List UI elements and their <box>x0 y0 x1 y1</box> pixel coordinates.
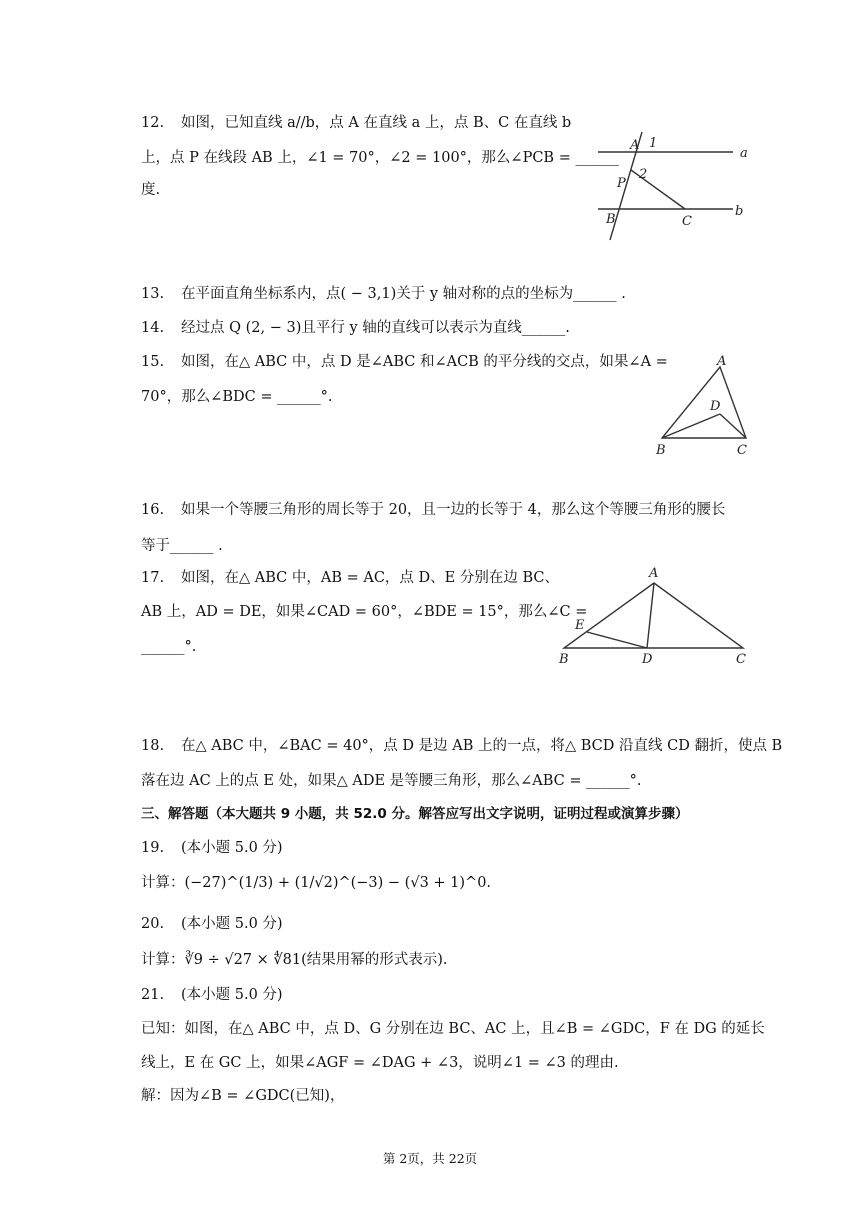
q17-line1 <box>141 568 559 588</box>
figure-q12 <box>590 130 755 249</box>
q19-calc-label: 计算： <box>141 875 185 891</box>
q21-line1: 已知：如图，在△ ABC 中，点 D、G 分别在边 BC、AC 上，且∠B = ∠GDC，F 在 DG 的延长 <box>141 1021 765 1037</box>
section-3-heading: 三、解答题（本大题共 9 小题，共 52.0 分。解答应写出文字说明，证明过程或演算步骤） <box>141 806 689 822</box>
fig17-label-E: E <box>575 618 585 633</box>
q19-header <box>141 838 283 858</box>
q16-number: 16. <box>141 502 165 518</box>
fig17-label-A: A <box>649 566 659 581</box>
q17-line2: AB 上，AD = DE，如果∠CAD = 60°，∠BDE = 15°，那么∠C = <box>141 604 588 620</box>
q17-line3: ______°. <box>141 639 197 655</box>
q17-number: 17. <box>141 570 165 586</box>
q14-line <box>141 318 570 338</box>
q13-line <box>141 284 626 304</box>
q21-header <box>141 985 283 1005</box>
q15-line1 <box>141 352 668 372</box>
figure-q17 <box>553 563 758 677</box>
q12-number: 12. <box>141 115 165 131</box>
fig17-label-B: B <box>559 652 569 667</box>
q16-line2: 等于______ . <box>141 538 223 554</box>
q21-score: (本小题 5.0 分) <box>181 987 283 1003</box>
q20-number: 20. <box>141 916 165 932</box>
fig12-label-B: B <box>606 212 616 227</box>
fig12-label-1: 1 <box>649 136 658 151</box>
q21-line2: 线上，E 在 GC 上，如果∠AGF = ∠DAG + ∠3，说明∠1 = ∠3 的理由. <box>141 1055 619 1071</box>
q18-number: 18. <box>141 738 165 754</box>
q14-number: 14. <box>141 320 165 336</box>
q20-header <box>141 914 283 934</box>
fig15-label-A: A <box>717 354 727 369</box>
q18-line2: 落在边 AC 上的点 E 处，如果△ ADE 是等腰三角形，那么∠ABC = ______°. <box>141 773 642 789</box>
fig12-label-a: a <box>740 146 748 161</box>
fig15-label-C: C <box>737 443 747 458</box>
q19-expression: (−27)^(1/3) + (1/√2)^(−3) − (√3 + 1)^0. <box>184 875 492 891</box>
q17-text1: 如图，在△ ABC 中，AB = AC，点 D、E 分别在边 BC、 <box>181 570 559 586</box>
q12-line2: 上，点 P 在线段 AB 上，∠1 = 70°，∠2 = 100°，那么∠PCB = ______ <box>141 150 619 166</box>
q15-text1: 如图，在△ ABC 中，点 D 是∠ABC 和∠ACB 的平分线的交点，如果∠A = <box>181 354 668 370</box>
q15-line2: 70°，那么∠BDC = ______°. <box>141 389 333 405</box>
fig15-label-D: D <box>710 399 721 414</box>
fig17-label-C: C <box>736 652 746 667</box>
q18-text1: 在△ ABC 中，∠BAC = 40°，点 D 是边 AB 上的一点，将△ BCD 沿直线 CD 翻折，使点 B <box>181 738 783 754</box>
q13-number: 13. <box>141 286 165 302</box>
fig12-label-b: b <box>735 204 744 219</box>
fig17-label-D: D <box>642 652 653 667</box>
fig12-label-C: C <box>682 214 692 229</box>
q16-line1 <box>141 500 725 520</box>
q18-line1 <box>141 736 782 756</box>
q13-text: 在平面直角坐标系内，点( − 3,1)关于 y 轴对称的点的坐标为______ . <box>181 286 626 302</box>
q14-text: 经过点 Q (2, − 3)且平行 y 轴的直线可以表示为直线______. <box>181 320 570 336</box>
q12-line3: 度. <box>141 182 161 198</box>
fig12-label-A: A <box>630 138 640 153</box>
figure-q15 <box>650 353 760 467</box>
q19-score: (本小题 5.0 分) <box>181 840 283 856</box>
q12-line1 <box>141 113 571 133</box>
fig15-label-B: B <box>656 443 666 458</box>
q20-score: (本小题 5.0 分) <box>181 916 283 932</box>
page-footer: 第 2页，共 22页 <box>382 1151 478 1166</box>
q15-number: 15. <box>141 354 165 370</box>
q21-number: 21. <box>141 987 165 1003</box>
q19-calc <box>141 873 491 893</box>
q16-text1: 如果一个等腰三角形的周长等于 20，且一边的长等于 4，那么这个等腰三角形的腰长 <box>181 502 726 518</box>
q21-line3: 解：因为∠B = ∠GDC(已知)， <box>141 1088 345 1104</box>
q12-text1: 如图，已知直线 a//b，点 A 在直线 a 上，点 B、C 在直线 b <box>181 115 572 131</box>
fig12-label-2: 2 <box>639 167 648 182</box>
q20-text: 计算：∛9 ÷ √27 × ∜81(结果用幂的形式表示). <box>141 952 448 968</box>
fig12-label-P: P <box>617 176 626 191</box>
q19-number: 19. <box>141 840 165 856</box>
